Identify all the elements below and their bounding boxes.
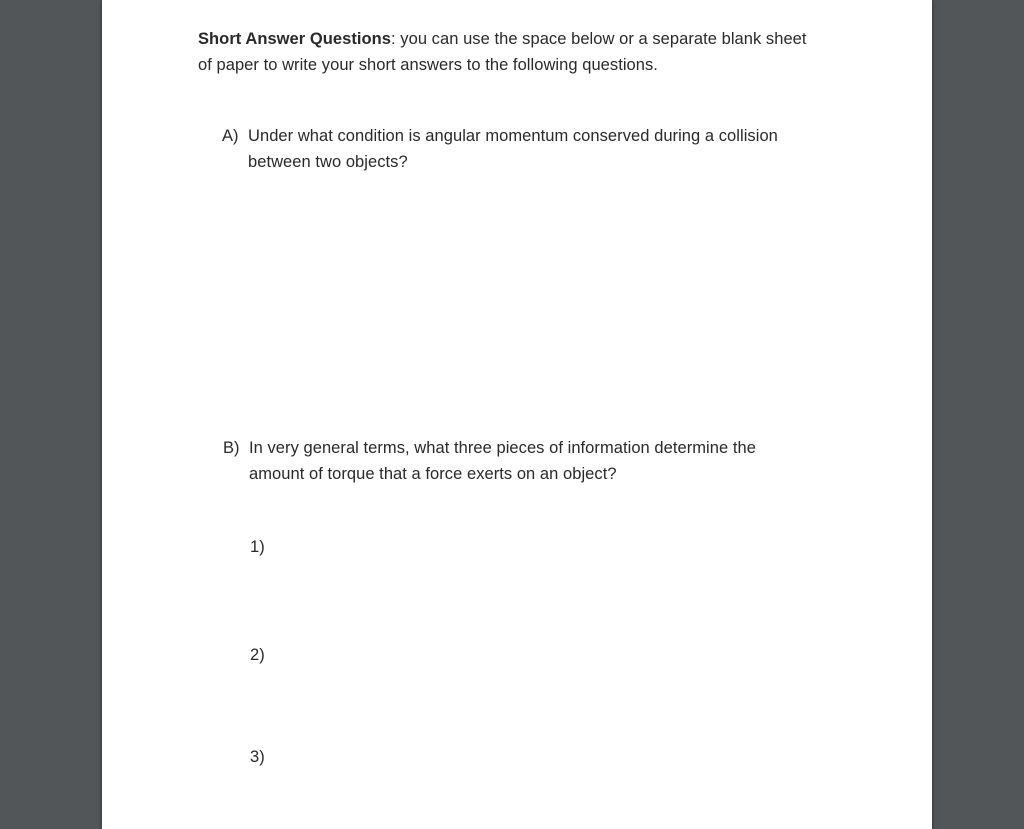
instructions-text: : you can use the space below or a separate blank sheet [391, 30, 807, 48]
answer-item-2: 2) [250, 646, 265, 664]
question-b-text-line-1: In very general terms, what three pieces of information determine the [249, 439, 756, 457]
document-page [102, 0, 932, 829]
question-a-text-line-2: between two objects? [248, 153, 408, 171]
instructions-line-1 [198, 26, 807, 52]
question-a [222, 123, 778, 175]
question-b [223, 435, 756, 487]
question-a-label: A) [222, 127, 239, 145]
question-a-text-line-1: Under what condition is angular momentum conserved during a collision [248, 127, 778, 145]
question-b-label: B) [223, 439, 240, 457]
answer-item-1: 1) [250, 538, 265, 556]
question-b-text-line-2: amount of torque that a force exerts on an object? [249, 465, 617, 483]
instructions-line-2: of paper to write your short answers to the following questions. [198, 56, 658, 74]
instructions [198, 26, 807, 78]
section-heading: Short Answer Questions [198, 30, 392, 48]
answer-item-3: 3) [250, 748, 265, 766]
